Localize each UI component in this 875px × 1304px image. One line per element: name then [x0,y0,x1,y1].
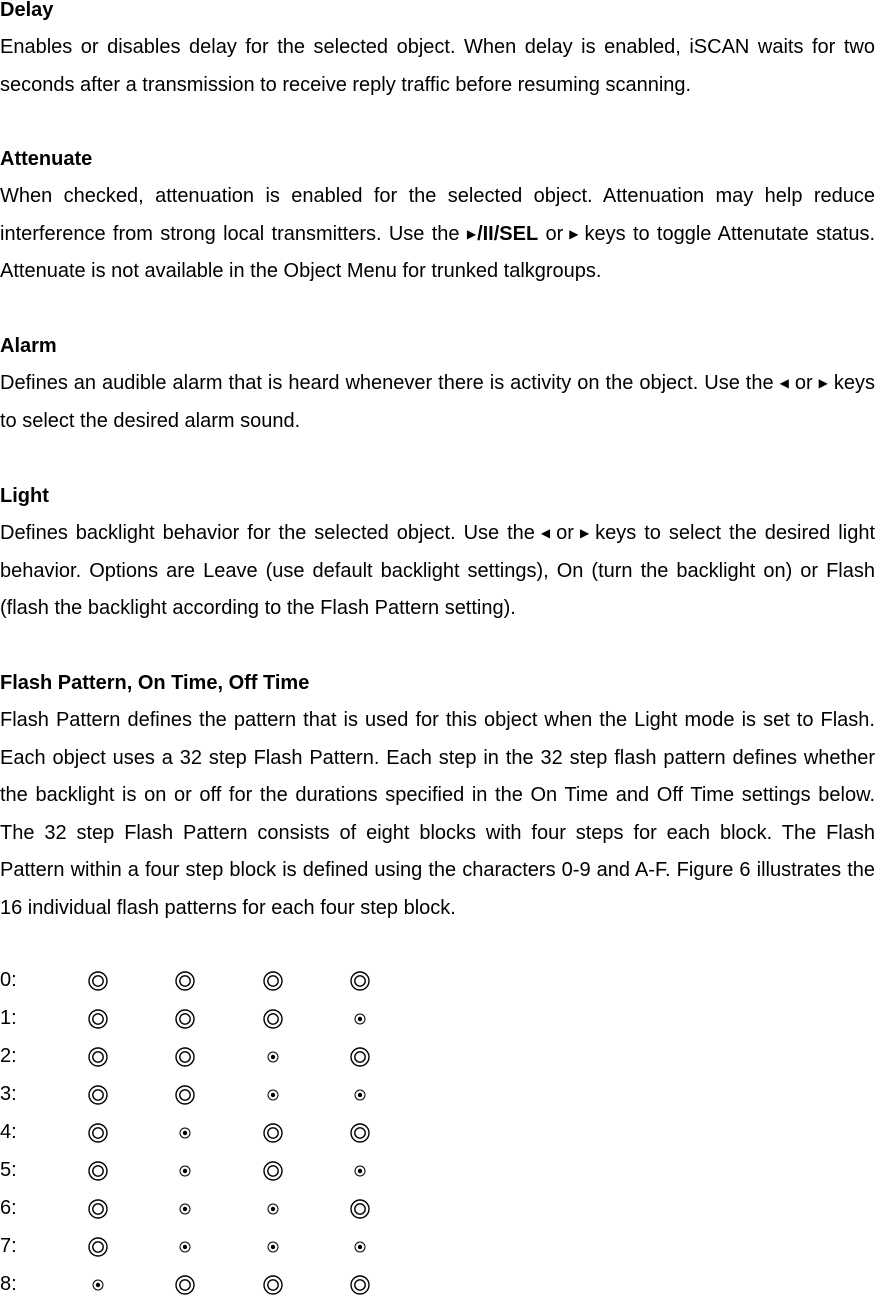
light-off-icon [349,1008,371,1030]
section-body [0,178,875,291]
light-off-icon [262,1046,284,1068]
section-heading: Light [0,485,49,507]
light-off-icon [349,1160,371,1182]
body-text: When checked, attenuation is enabled for the selected object. Attenuation may help reduce interference from strong local transmitters. Use the [0,185,875,245]
light-on-icon [174,1008,196,1030]
flash-pattern-label: 0: [0,969,17,991]
flash-pattern-label: 1: [0,1007,17,1029]
light-off-icon [174,1236,196,1258]
section-heading: Attenuate [0,148,93,170]
section-body [0,365,875,440]
flash-pattern-row [0,1152,600,1190]
body-text: keys to select the desired light behavior. Options are Leave (use default backlight settings), On (turn the backlight on) or Flash (flash the backlight according to the Flash Pattern setting). [0,522,875,619]
right-arrow-icon: ▶ [818,376,828,390]
light-on-icon [262,1008,284,1030]
play-icon: ▶ [466,226,477,241]
light-on-icon [174,1084,196,1106]
body-text: Defines backlight behavior for the selected object. Use the [0,522,535,544]
section-flash-pattern [0,673,875,927]
section-body: Enables or disables delay for the selected object. When delay is enabled, iSCAN waits for two seconds after a transmission to receive reply traffic before resuming scanning. [0,36,875,96]
light-off-icon [349,1236,371,1258]
light-on-icon [262,1160,284,1182]
body-text: or [794,372,813,394]
body-text: or [545,222,564,245]
body-text: or [556,522,574,544]
right-arrow-icon: ▶ [579,526,590,540]
light-on-icon [262,1274,284,1296]
flash-pattern-row [0,1190,600,1228]
light-off-icon [87,1274,109,1296]
light-off-icon [174,1160,196,1182]
section-heading: Alarm [0,335,57,357]
light-on-icon [87,970,109,992]
left-arrow-icon: ◀ [779,376,789,390]
flash-pattern-label: 3: [0,1083,17,1105]
section-light [0,486,875,628]
light-on-icon [87,1160,109,1182]
section-heading: Delay [0,0,54,21]
flash-pattern-label: 7: [0,1235,17,1257]
light-on-icon [349,1198,371,1220]
section-body: Flash Pattern defines the pattern that is used for this object when the Light mode is set to Flash. Each object uses a 32 step Flash Pattern. Each step in the 32 step flash pattern defines whether the backlight is on or off for the durations specified in the On Time and Off Time settings below. The 32 step Flash Pattern consists of eight blocks with four steps for each block. The Flash Pattern within a four step block is defined using the characters 0-9 and A-F. Figure 6 illustrates the 16 individual flash patterns for each four step block. [0,709,875,919]
section-delay [0,0,875,104]
light-off-icon [262,1198,284,1220]
light-on-icon [174,1046,196,1068]
light-on-icon [87,1046,109,1068]
body-text: keys to toggle Attenutate status. Attenuate is not available in the Object Menu for trunked talkgroups. [0,222,875,282]
light-off-icon [262,1084,284,1106]
light-on-icon [349,970,371,992]
left-arrow-icon: ◀ [540,526,551,540]
key-label: /II/SEL [477,222,539,245]
light-off-icon [349,1084,371,1106]
light-on-icon [349,1046,371,1068]
light-on-icon [349,1274,371,1296]
body-text: Defines an audible alarm that is heard whenever there is activity on the object. Use the [0,372,774,394]
flash-pattern-row [0,962,600,1000]
light-on-icon [262,970,284,992]
flash-pattern-label: 4: [0,1121,17,1143]
flash-pattern-label: 8: [0,1273,17,1295]
section-heading: Flash Pattern, On Time, Off Time [0,672,310,694]
flash-pattern-row [0,1038,600,1076]
flash-pattern-row [0,1076,600,1114]
flash-pattern-row [0,1266,600,1304]
light-on-icon [262,1122,284,1144]
light-off-icon [174,1198,196,1220]
light-on-icon [87,1008,109,1030]
light-on-icon [87,1084,109,1106]
flash-pattern-label: 5: [0,1159,17,1181]
light-off-icon [174,1122,196,1144]
light-on-icon [349,1122,371,1144]
light-on-icon [87,1198,109,1220]
light-on-icon [87,1236,109,1258]
section-attenuate [0,149,875,291]
light-on-icon [174,970,196,992]
flash-pattern-row [0,1228,600,1266]
flash-pattern-label: 2: [0,1045,17,1067]
light-on-icon [87,1122,109,1144]
light-on-icon [174,1274,196,1296]
section-alarm [0,336,875,440]
right-arrow-icon: ▶ [569,226,579,241]
body-text: keys to select the desired alarm sound. [0,372,875,432]
flash-pattern-table [0,962,600,1304]
light-off-icon [262,1236,284,1258]
flash-pattern-row [0,1000,600,1038]
flash-pattern-label: 6: [0,1197,17,1219]
section-body [0,515,875,628]
flash-pattern-row [0,1114,600,1152]
